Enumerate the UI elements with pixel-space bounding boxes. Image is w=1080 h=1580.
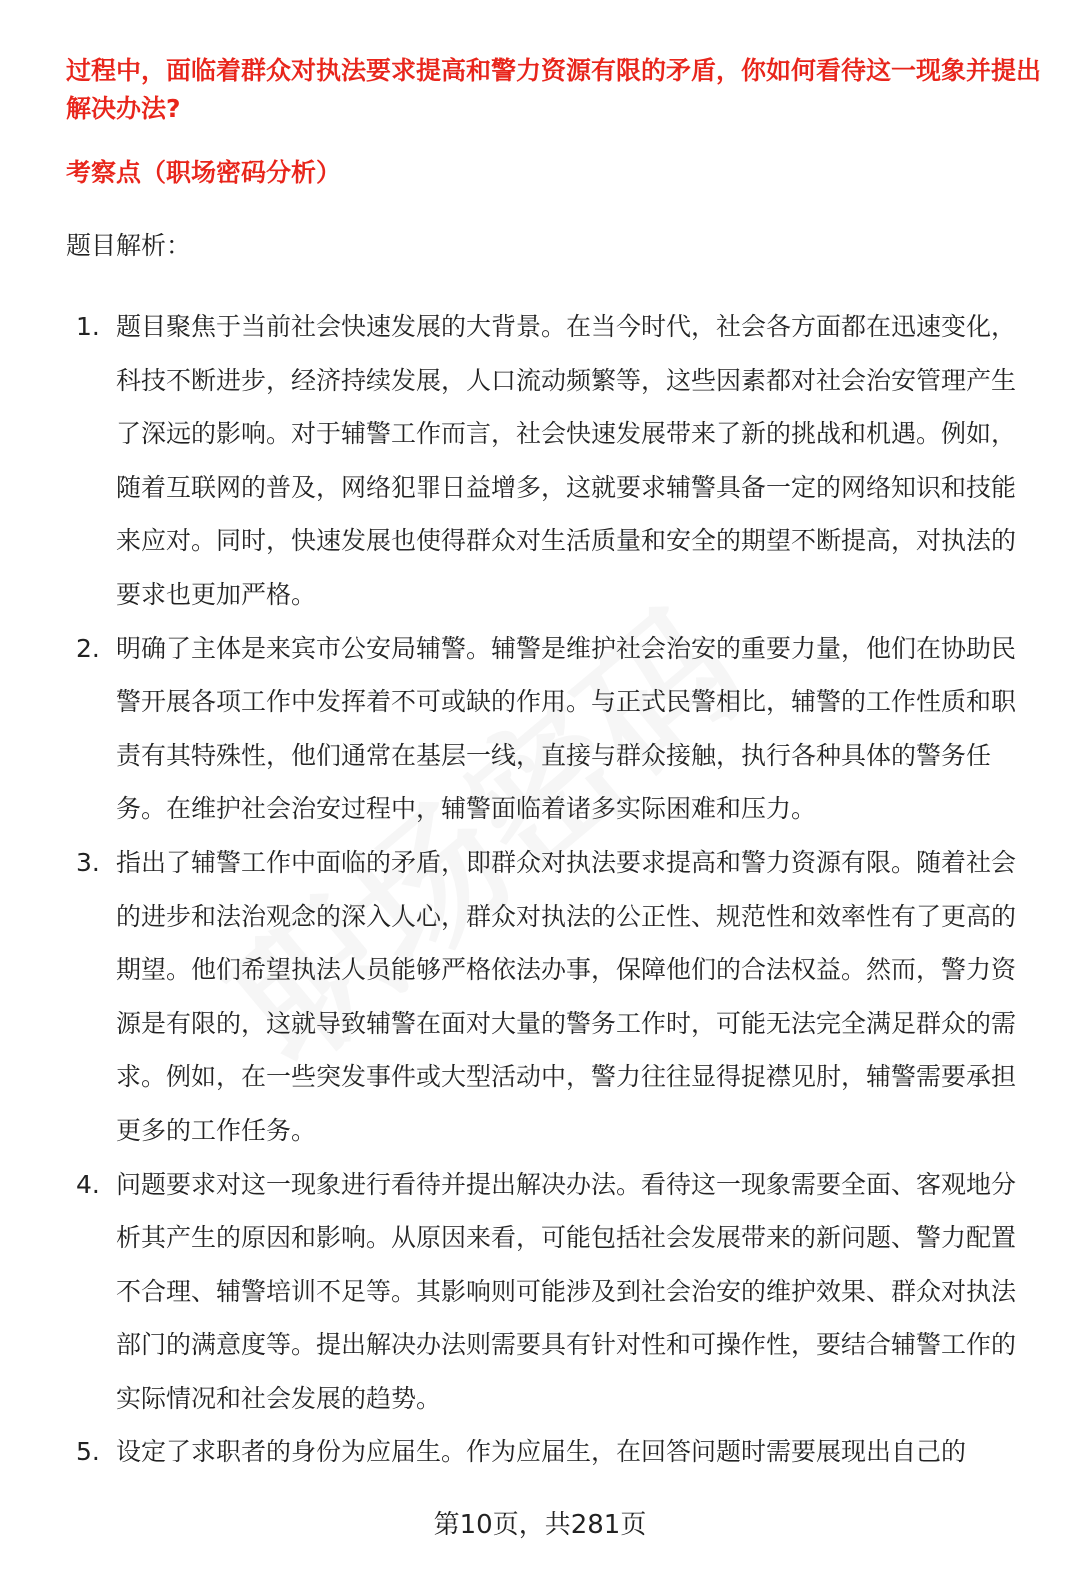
question-text: 过程中，面临着群众对执法要求提高和警力资源有限的矛盾，你如何看待这一现象并提出解决办法? [66, 56, 1042, 123]
page-number-footer: 第10页，共281页 [433, 1510, 647, 1540]
point-number: 4. [76, 1169, 100, 1199]
analysis-point [66, 300, 1031, 622]
point-number: 2. [76, 633, 100, 663]
analysis-point [66, 1158, 1031, 1426]
point-number: 3. [76, 847, 100, 877]
analysis-point [66, 836, 1031, 1158]
analysis-point [66, 622, 1031, 836]
point-number: 1. [76, 312, 100, 341]
analysis-point [66, 1425, 1031, 1479]
point-text: 问题要求对这一现象进行看待并提出解决办法。看待这一现象需要全面、客观地分析其产生的原因和影响。从原因来看，可能包括社会发展带来的新问题、警力配置不合理、辅警培训不足等。其影响则可能涉及到社会治安的维护效果、群众对执法部门的满意度等。提出解决办法则需要具有针对性和可操作性，要结合辅警工作的实际情况和社会发展的趋势。 [116, 1169, 1017, 1413]
point-text: 设定了求职者的身份为应届生。作为应届生，在回答问题时需要展现出自己的 [116, 1437, 967, 1467]
point-text: 指出了辅警工作中面临的矛盾，即群众对执法要求提高和警力资源有限。随着社会的进步和法治观念的深入人心，群众对执法的公正性、规范性和效率性有了更高的期望。他们希望执法人员能够严格依法办事，保障他们的合法权益。然而，警力资源是有限的，这就导致辅警在面对大量的警务工作时，可能无法完全满足群众的需求。例如，在一些突发事件或大型活动中，警力往往显得捉襟见肘，辅警需要承担更多的工作任务。 [116, 847, 1017, 1145]
section-heading: 考察点（职场密码分析） [66, 158, 342, 187]
analysis-points-list [66, 300, 1031, 1479]
point-text: 题目聚焦于当前社会快速发展的大背景。在当今时代，社会各方面都在迅速变化，科技不断进步，经济持续发展，人口流动频繁等，这些因素都对社会治安管理产生了深远的影响。对于辅警工作而言，社会快速发展带来了新的挑战和机遇。例如，随着互联网的普及，网络犯罪日益增多，这就要求辅警具备一定的网络知识和技能来应对。同时，快速发展也使得群众对生活质量和安全的期望不断提高，对执法的要求也更加严格。 [116, 312, 1017, 609]
analysis-label: 题目解析： [66, 231, 192, 260]
point-number: 5. [76, 1437, 100, 1467]
point-text: 明确了主体是来宾市公安局辅警。辅警是维护社会治安的重要力量，他们在协助民警开展各项工作中发挥着不可或缺的作用。与正式民警相比，辅警的工作性质和职责有其特殊性，他们通常在基层一线，直接与群众接触，执行各种具体的警务任务。在维护社会治安过程中，辅警面临着诸多实际困难和压力。 [116, 633, 1017, 824]
